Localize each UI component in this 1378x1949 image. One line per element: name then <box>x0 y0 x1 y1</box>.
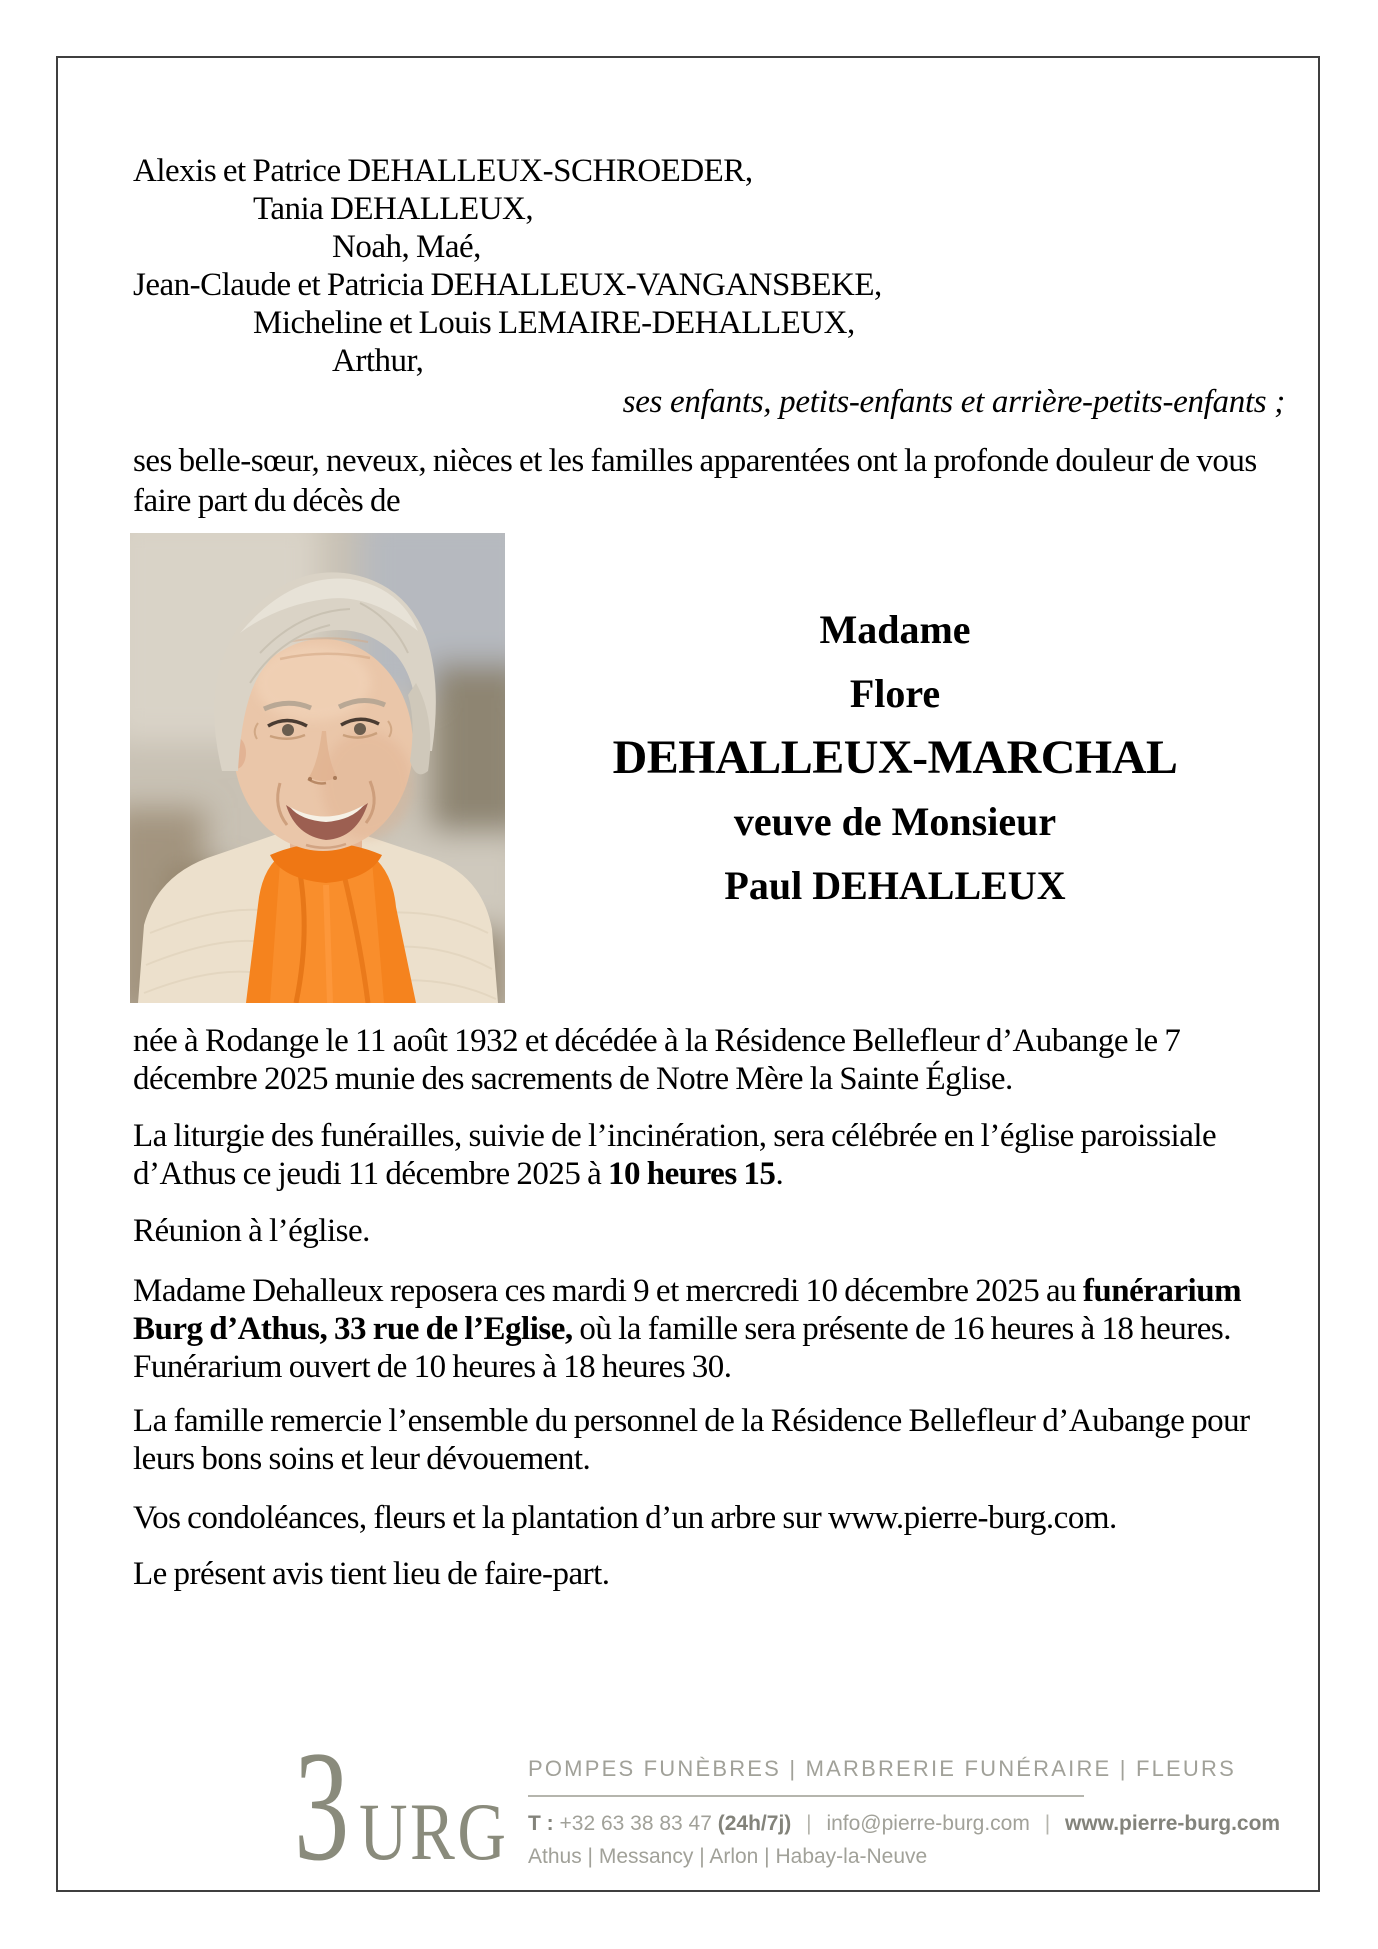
liturgy-text: La liturgie des funérailles, suivie de l’incinération, sera célébrée en l’église paroissiale d’Athus ce jeudi 11 décembre 2025 à <box>133 1118 1217 1192</box>
footer-separator: | <box>806 1812 812 1835</box>
notice-paragraph: Le présent avis tient lieu de faire-part. <box>133 1556 610 1592</box>
liturgy-period: . <box>775 1156 784 1192</box>
spouse-name: Paul DEHALLEUX <box>724 863 1066 908</box>
repose-text-1: Madame Dehalleux reposera ces mardi 9 et mercredi 10 décembre 2025 au <box>133 1273 1083 1309</box>
burg-logo-letters: URG <box>359 1786 509 1877</box>
birth-death-paragraph: née à Rodange le 11 août 1932 et décédée à la Résidence Bellefleur d’Aubange le 7 décembre 2025 munie des sacrements de Notre Mère la Sainte Église. <box>133 1023 1181 1097</box>
family-line: Tania DEHALLEUX, <box>253 191 534 227</box>
family-line: Noah, Maé, <box>332 229 481 265</box>
deceased-portrait <box>130 533 505 1003</box>
family-line: Micheline et Louis LEMAIRE-DEHALLEUX, <box>253 305 855 341</box>
family-line: Jean-Claude et Patricia DEHALLEUX-VANGANSBEKE, <box>133 267 882 303</box>
relation-line: ses enfants, petits-enfants et arrière-petits-enfants ; <box>622 384 1285 420</box>
phone-hours: (24h/7j) <box>717 1812 792 1835</box>
family-line: Arthur, <box>332 343 424 379</box>
condolences-paragraph: Vos condoléances, fleurs et la plantation d’un arbre sur www.pierre-burg.com. <box>133 1500 1117 1536</box>
footer-info-block <box>528 1756 1281 1869</box>
funerarium-address: funérarium Burg d’Athus, 33 rue de l’Eglise, <box>133 1273 1242 1347</box>
thanks-paragraph: La famille remercie l’ensemble du personnel de la Résidence Bellefleur d’Aubange pour leurs bons soins et leur dévouement. <box>133 1403 1250 1477</box>
widow-label: veuve de Monsieur <box>733 799 1057 844</box>
footer-cities-line: Athus | Messancy | Arlon | Habay-la-Neuve <box>528 1845 928 1868</box>
footer-divider <box>528 1795 1084 1797</box>
phone-label: T : <box>528 1812 554 1835</box>
reunion-paragraph: Réunion à l’église. <box>133 1213 370 1249</box>
email-address: info@pierre-burg.com <box>826 1812 1030 1835</box>
deceased-name-block <box>505 598 1285 918</box>
intro-paragraph: ses belle-sœur, neveux, nièces et les familles apparentées ont la profonde douleur de vous faire part du décès de <box>133 443 1257 519</box>
repose-paragraph <box>133 1272 1298 1386</box>
burg-logo <box>294 1719 541 1894</box>
footer-services-line: POMPES FUNÈBRES | MARBRERIE FUNÉRAIRE | FLEURS <box>528 1756 1236 1781</box>
repose-text-2: où la famille sera présente de 16 heures à 18 heures. Funérarium ouvert de 10 heures à 18 heures 30. <box>133 1311 1232 1385</box>
family-names-block <box>133 152 882 380</box>
burg-logo-initial: 3 <box>294 1719 350 1894</box>
deceased-first-name: Flore <box>849 671 941 716</box>
footer-separator: | <box>1044 1812 1051 1835</box>
footer-contact-line <box>528 1812 1281 1836</box>
family-line: Alexis et Patrice DEHALLEUX-SCHROEDER, <box>133 153 753 189</box>
liturgy-time: 10 heures 15 <box>608 1156 776 1192</box>
website-url: www.pierre-burg.com <box>1065 1812 1281 1835</box>
deceased-title: Madame <box>819 607 971 652</box>
phone-number: +32 63 38 83 47 <box>559 1812 712 1835</box>
liturgy-paragraph <box>133 1117 1298 1193</box>
deceased-family-name: DEHALLEUX-MARCHAL <box>612 731 1178 784</box>
